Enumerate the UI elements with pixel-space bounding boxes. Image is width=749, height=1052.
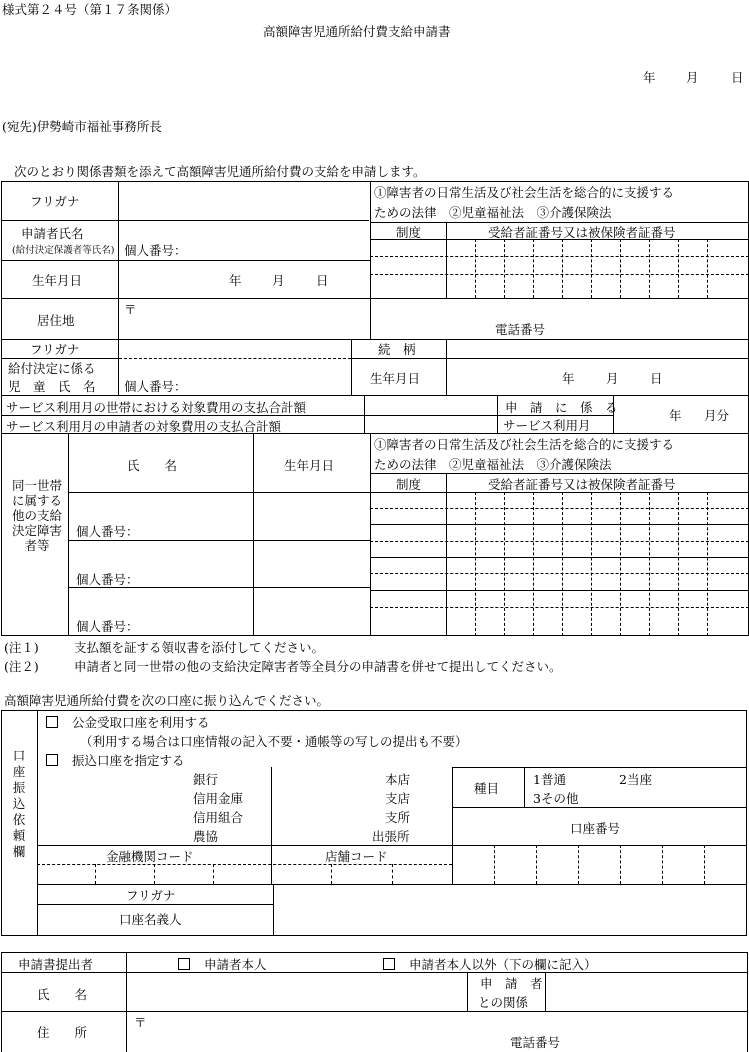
- child-dob-label: 生年月日: [370, 371, 421, 386]
- applicant-dob-label: 生年月日: [32, 273, 83, 288]
- residence-postal-mark: 〒: [124, 302, 137, 317]
- branch-type-branch: 支店: [385, 791, 411, 806]
- note-1-label: (注１): [4, 640, 39, 655]
- submitter-table: [1, 952, 748, 1052]
- child-furigana-label: フリガナ: [30, 342, 80, 357]
- bank-option-public-note: （利用する場合は口座情報の記入不要・通帳等の写しの提出も不要）: [80, 734, 468, 749]
- applicant-dob-month: 月: [272, 273, 285, 288]
- kind-option-2: 2当座: [619, 772, 652, 787]
- bank-code-label: 金融機関コード: [106, 849, 194, 864]
- holder-label: 口座名義人: [119, 912, 182, 927]
- submitter-self-label: 申請者本人: [204, 957, 267, 972]
- applicant-name-label: 申請者氏名: [21, 226, 84, 241]
- applicant-total-label: サービス利用月の申請者の対象費用の支払合計額: [6, 419, 282, 434]
- bank-side-label: 口座振込依頼欄: [12, 748, 26, 859]
- child-name-label-2: 児 童 氏 名: [8, 379, 96, 394]
- form-number: 様式第２４号（第１７条関係）: [2, 2, 178, 17]
- relation-label-2: との関係: [478, 995, 529, 1010]
- household-cert-no-header: 受給者証番号又は被保険者証番号: [488, 477, 676, 492]
- branch-type-office: 支所: [385, 810, 411, 825]
- service-month-year: 年: [669, 408, 682, 423]
- residence-label: 居住地: [37, 313, 75, 328]
- service-month-suffix: 月分: [704, 408, 730, 423]
- system-header: 制度: [396, 225, 422, 240]
- household-side-label: 同一世帯に属する他の支給決定障害者等: [12, 478, 63, 553]
- checkbox-icon[interactable]: [46, 716, 58, 728]
- service-month-label-1: 申 請 に 係 る: [505, 400, 618, 415]
- household-law-line-1: ①障害者の日常生活及び社会生活を総合的に支援する: [374, 437, 675, 452]
- submitter-phone-label: 電話番号: [510, 1035, 561, 1050]
- date-year-label: 年: [643, 70, 656, 85]
- submitter-name-label: 氏 名: [37, 987, 88, 1002]
- cert-no-header: 受給者証番号又は被保険者証番号: [488, 225, 676, 240]
- household-personal-no-3: 個人番号：: [76, 619, 139, 634]
- applicant-dob-day: 日: [316, 273, 329, 288]
- kind-option-3: 3その他: [533, 791, 579, 806]
- child-dob-month: 月: [606, 371, 619, 386]
- bank-type-shinkin: 信用金庫: [193, 791, 244, 806]
- note-2-label: (注２): [4, 659, 39, 674]
- bank-option-public[interactable]: [46, 713, 210, 731]
- relation-label: 続 柄: [378, 342, 416, 357]
- checkbox-icon[interactable]: [383, 958, 395, 970]
- bank-intro: 高額障害児通所給付費を次の口座に振り込んでください。: [4, 693, 330, 708]
- submitter-label: 申請書提出者: [18, 957, 94, 972]
- law-line-2: ための法律 ②児童福祉法 ③介護保険法: [374, 205, 612, 220]
- branch-type-agency: 出張所: [372, 829, 410, 844]
- note-2-text: 申請者と同一世帯の他の支給決定障害者等全員分の申請書を併せて提出してください。: [74, 659, 562, 674]
- note-1-text: 支払額を証する領収書を添付してください。: [74, 640, 325, 655]
- holder-furigana-label: フリガナ: [126, 888, 176, 903]
- child-dob-year: 年: [562, 371, 575, 386]
- law-line-1: ①障害者の日常生活及び社会生活を総合的に支援する: [374, 185, 675, 200]
- child-name-label-1: 給付決定に係る: [8, 361, 96, 376]
- bank-type-nokyo: 農協: [193, 829, 219, 844]
- service-month-label-2: サービス利用月: [503, 418, 591, 433]
- submitter-other-label: 申請者本人以外（下の欄に記入）: [409, 957, 597, 972]
- household-personal-no-1: 個人番号：: [76, 524, 139, 539]
- kind-option-1: 1普通: [533, 772, 566, 787]
- household-total-label: サービス利用月の世帯における対象費用の支払合計額: [6, 400, 307, 415]
- submitter-address-label: 住 所: [37, 1025, 88, 1040]
- addressee: (宛先)伊勢崎市福祉事務所長: [2, 119, 162, 134]
- household-system-header: 制度: [396, 477, 422, 492]
- submitter-postal-mark: 〒: [134, 1015, 147, 1030]
- applicant-dob-year: 年: [229, 273, 242, 288]
- applicant-name-sublabel: (給付決定保護者等氏名): [12, 245, 115, 256]
- child-dob-day: 日: [650, 371, 663, 386]
- household-personal-no-2: 個人番号：: [76, 572, 139, 587]
- relation-label-1: 申 請 者: [480, 976, 543, 991]
- account-number-label: 口座番号: [570, 821, 621, 836]
- bank-option-public-label: 公金受取口座を利用する: [72, 715, 210, 730]
- household-law-line-2: ための法律 ②児童福祉法 ③介護保険法: [374, 457, 612, 472]
- bank-type-kumiai: 信用組合: [193, 810, 244, 825]
- branch-type-main: 本店: [385, 772, 411, 787]
- bank-option-specify-label: 振込口座を指定する: [72, 753, 185, 768]
- bank-option-specify[interactable]: [46, 751, 185, 769]
- child-personal-no-label: 個人番号：: [124, 379, 187, 394]
- kind-label: 種目: [474, 781, 500, 796]
- bank-type-bank: 銀行: [193, 772, 219, 787]
- intro-text: 次のとおり関係書類を添えて高額障害児通所給付費の支給を申請します。: [14, 164, 426, 179]
- checkbox-icon[interactable]: [46, 754, 58, 766]
- date-day-label: 日: [731, 70, 744, 85]
- date-month-label: 月: [686, 70, 699, 85]
- submitter-self-option[interactable]: [178, 955, 267, 973]
- submitter-other-option[interactable]: [383, 955, 597, 973]
- branch-code-label: 店舗コード: [325, 849, 388, 864]
- household-name-header: 氏 名: [127, 458, 178, 473]
- form-title: 高額障害児通所給付費支給申請書: [263, 24, 451, 39]
- household-dob-header: 生年月日: [284, 458, 335, 473]
- checkbox-icon[interactable]: [178, 958, 190, 970]
- residence-phone-label: 電話番号: [495, 322, 546, 337]
- applicant-personal-no-label: 個人番号：: [124, 243, 187, 258]
- applicant-furigana-label: フリガナ: [30, 194, 80, 209]
